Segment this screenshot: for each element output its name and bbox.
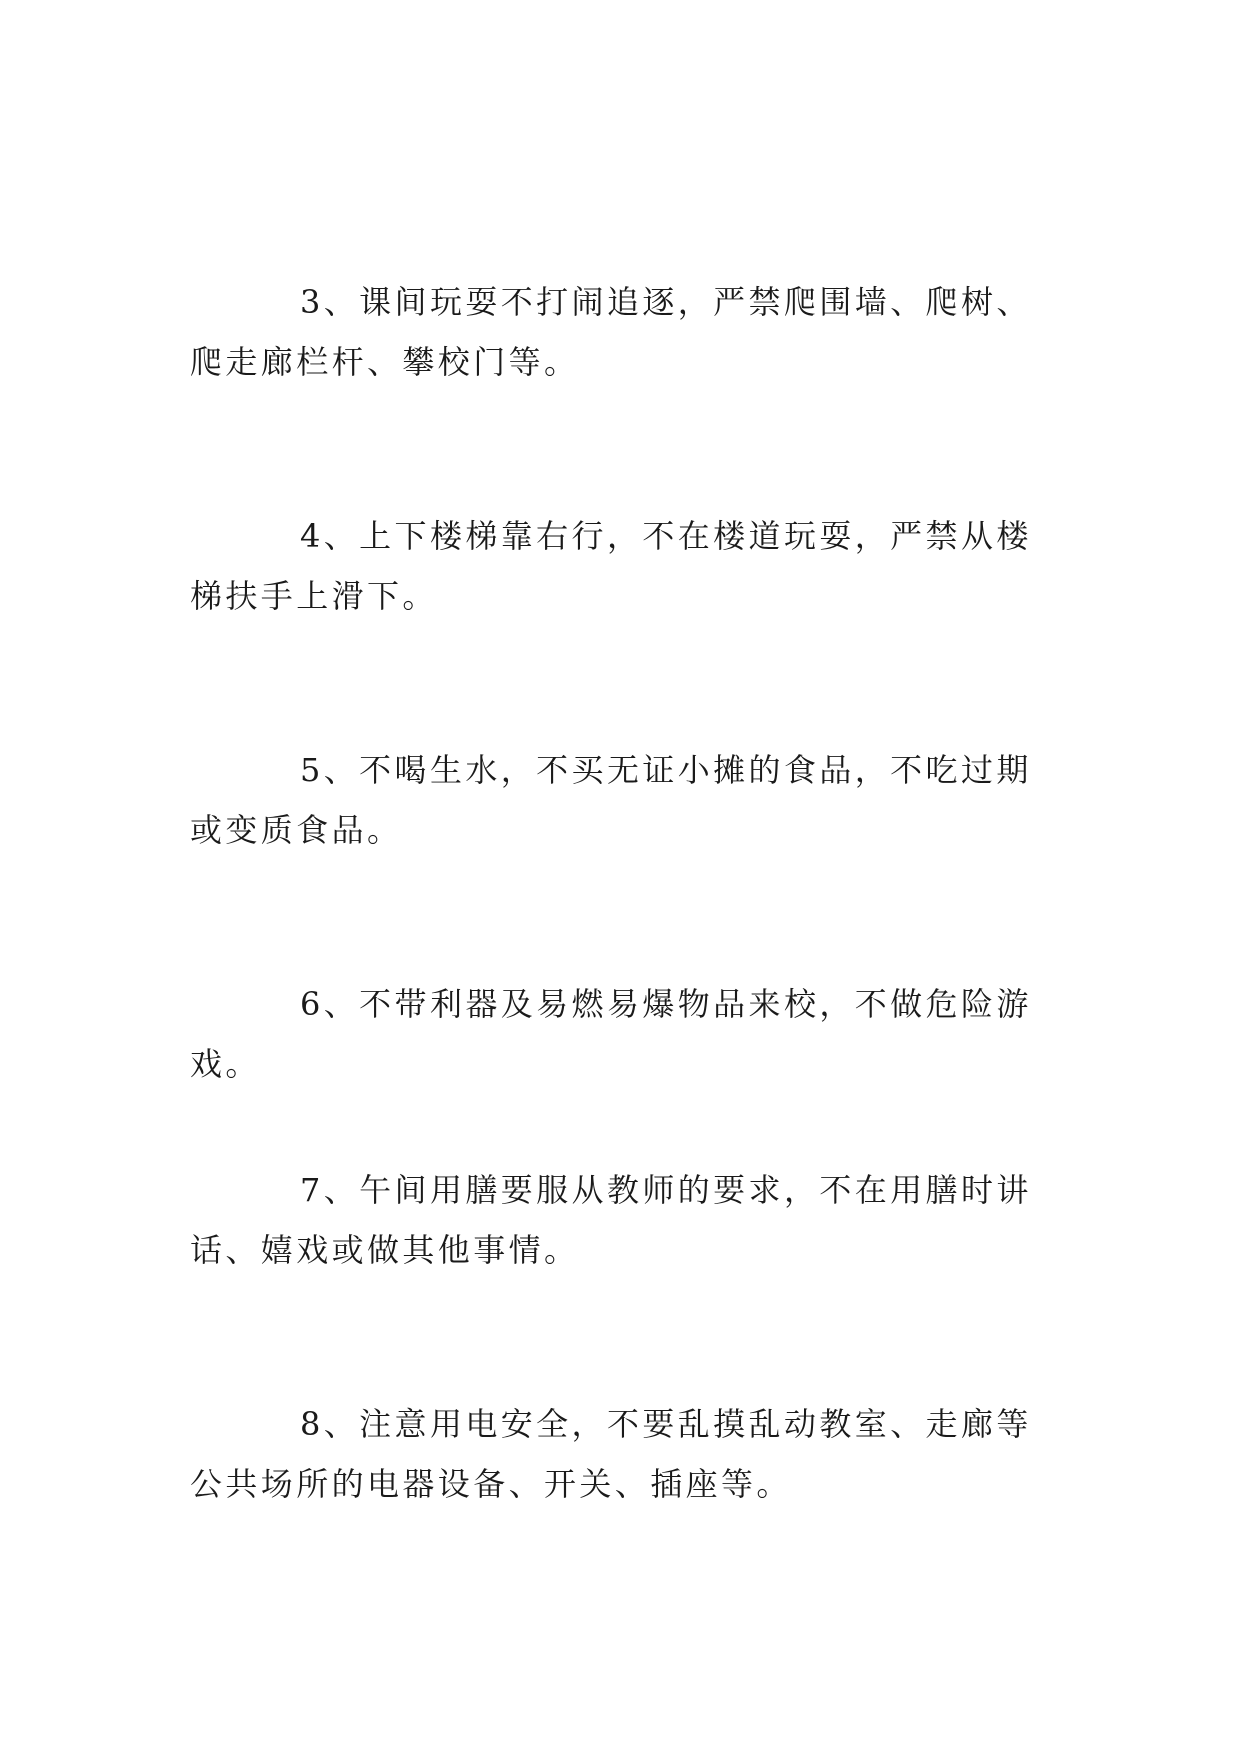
rule-item-6: 6、不带利器及易燃易爆物品来校，不做危险游戏。 <box>190 985 1032 1083</box>
rule-item-7: 7、午间用膳要服从教师的要求，不在用膳时讲话、嬉戏或做其他事情。 <box>190 1171 1032 1269</box>
rule-item-3: 3、课间玩耍不打闹追逐，严禁爬围墙、爬树、爬走廊栏杆、攀校门等。 <box>190 283 1032 381</box>
rule-item-5: 5、不喝生水，不买无证小摊的食品，不吃过期或变质食品。 <box>190 751 1032 849</box>
rule-item-4: 4、上下楼梯靠右行，不在楼道玩耍，严禁从楼梯扶手上滑下。 <box>190 517 1032 615</box>
rule-item-8: 8、注意用电安全，不要乱摸乱动教室、走廊等公共场所的电器设备、开关、插座等。 <box>190 1405 1032 1503</box>
